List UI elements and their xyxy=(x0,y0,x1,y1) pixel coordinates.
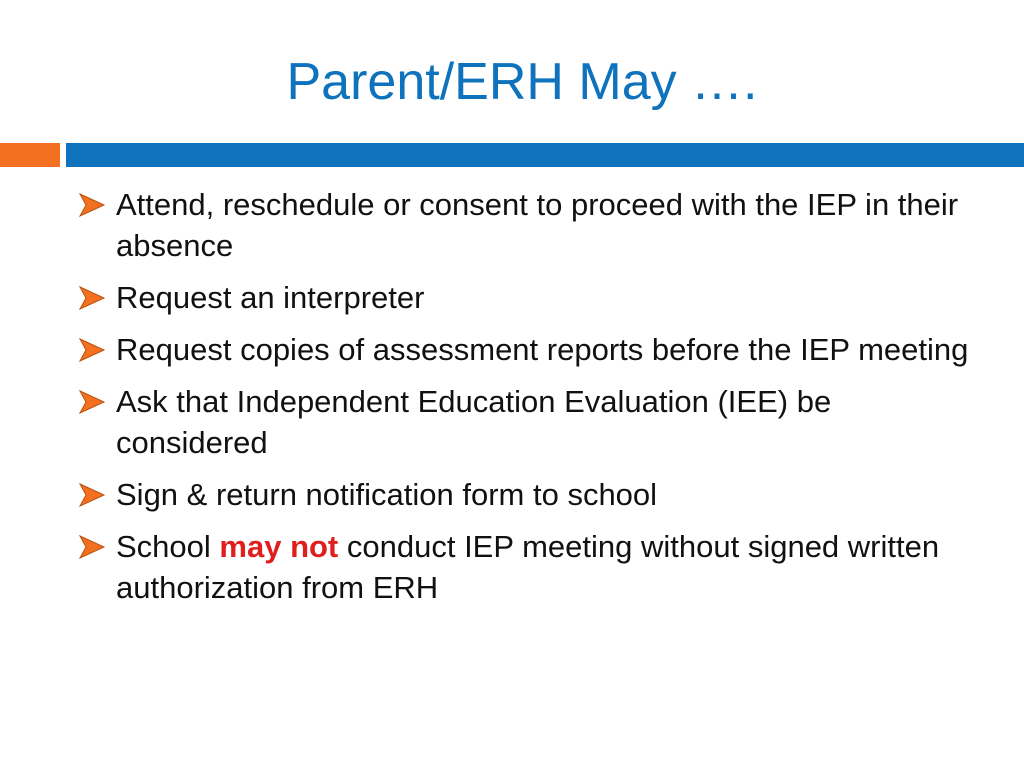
bullet-item xyxy=(78,526,978,608)
bullet-text: Ask that Independent Education Evaluation (IEE) be considered xyxy=(116,384,832,460)
bullet-item xyxy=(78,329,978,370)
arrow-bullet-icon xyxy=(78,338,106,362)
bullet-text-prefix: School xyxy=(116,529,220,564)
bullet-item xyxy=(78,184,978,266)
bullet-text: Request copies of assessment reports before the IEP meeting xyxy=(116,332,969,367)
arrow-bullet-icon xyxy=(78,286,106,310)
bullet-item xyxy=(78,381,978,463)
arrow-bullet-icon xyxy=(78,193,106,217)
slide-title: Parent/ERH May …. xyxy=(286,53,758,111)
arrow-bullet-icon xyxy=(78,535,106,559)
bullet-item xyxy=(78,277,978,318)
accent-bar-orange xyxy=(0,143,60,167)
bullet-text-suffix: conduct IEP meeting without signed written authorization from ERH xyxy=(116,529,940,605)
arrow-bullet-icon xyxy=(78,390,106,414)
accent-bar-blue xyxy=(66,143,1024,167)
arrow-bullet-icon xyxy=(78,483,106,507)
bullet-text: Request an interpreter xyxy=(116,280,425,315)
bullet-text: Attend, reschedule or consent to proceed with the IEP in their absence xyxy=(116,187,959,263)
bullet-item xyxy=(78,474,978,515)
bullet-text: Sign & return notification form to school xyxy=(116,477,658,512)
bullet-list xyxy=(78,184,978,619)
emphasis-may-not: may not xyxy=(219,529,339,564)
